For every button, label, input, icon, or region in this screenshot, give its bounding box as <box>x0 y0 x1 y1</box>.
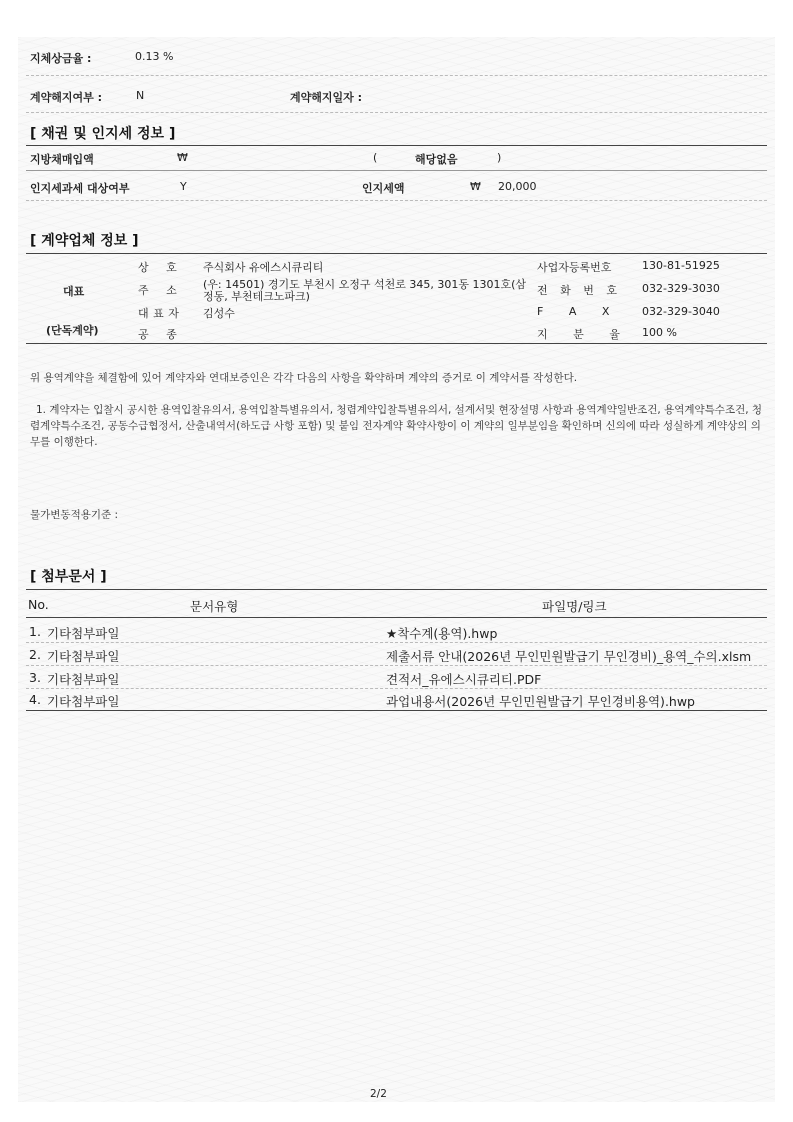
attachments-section-title: [ 첨부문서 ] <box>30 569 107 585</box>
stamp-tax-currency: ₩ <box>470 180 481 193</box>
termination-flag-label: 계약해지여부 : <box>30 91 102 104</box>
phone-label: 전 화 번 호 <box>537 284 617 297</box>
section-rule <box>26 710 767 711</box>
phone-value: 032-329-3030 <box>642 282 720 295</box>
divider <box>26 200 767 201</box>
section-rule <box>26 145 767 146</box>
company-name-label: 상 호 <box>138 261 177 274</box>
attachment-type: 기타첨부파일 <box>47 672 120 687</box>
ceo-label: 대 표 자 <box>138 307 179 320</box>
stamp-tax-amount-value: 20,000 <box>498 180 537 193</box>
section-rule <box>26 617 767 618</box>
company-name-value: 주식회사 유에스시큐리티 <box>203 261 324 274</box>
address-label: 주 소 <box>138 284 177 297</box>
local-bond-currency: ₩ <box>177 151 188 164</box>
fax-label: F A X <box>537 305 610 318</box>
termination-flag-value: N <box>136 89 145 102</box>
share-value: 100 % <box>642 326 677 339</box>
local-bond-label: 지방채매입액 <box>30 153 94 166</box>
section-rule <box>26 343 767 344</box>
stamp-tax-amount-label: 인지세액 <box>362 182 405 195</box>
termination-date-label: 계약해지일자 : <box>290 91 362 104</box>
late-penalty-rate-label: 지체상금율 : <box>30 52 92 65</box>
paren-open: ( <box>373 151 378 164</box>
attachment-file-link[interactable]: 견적서_유에스시큐리티.PDF <box>386 672 542 687</box>
attachment-file-link[interactable]: 과업내용서(2026년 무인민원발급기 무인경비용역).hwp <box>386 694 695 709</box>
attachment-type: 기타첨부파일 <box>47 649 120 664</box>
representative-label: 대표 <box>63 285 85 298</box>
fax-value: 032-329-3040 <box>642 305 720 318</box>
business-reg-value: 130-81-51925 <box>642 259 720 272</box>
stamp-tax-target-label: 인지세과세 대상여부 <box>30 182 130 195</box>
divider <box>26 112 767 113</box>
attachment-no: 4. <box>29 692 41 707</box>
address-line-2: 정동, 부천테크노파크) <box>203 290 310 303</box>
section-rule <box>26 253 767 254</box>
divider <box>26 665 767 666</box>
divider <box>26 688 767 689</box>
attachment-no: 1. <box>29 624 41 639</box>
paren-close: ) <box>497 151 502 164</box>
not-applicable-text: 해당없음 <box>415 153 458 166</box>
section-rule <box>26 589 767 590</box>
price-adjust-label: 물가변동적용기준 : <box>30 509 119 521</box>
stamp-tax-target-value: Y <box>180 180 187 193</box>
attachment-no: 2. <box>29 647 41 662</box>
divider <box>26 75 767 76</box>
col-header-no: No. <box>28 597 49 612</box>
col-header-doc-type: 문서유형 <box>190 599 239 614</box>
attachment-no: 3. <box>29 670 41 685</box>
divider <box>26 170 767 171</box>
attachment-type: 기타첨부파일 <box>47 626 120 641</box>
intro-paragraph: 위 용역계약을 체결함에 있어 계약자와 연대보증인은 각각 다음의 사항을 확약하며 계약의 증거로 이 계약서를 작성한다. <box>30 372 578 384</box>
share-label: 지 분 율 <box>537 328 620 341</box>
col-header-file: 파일명/링크 <box>542 599 607 614</box>
attachment-type: 기타첨부파일 <box>47 694 120 709</box>
address-line-1: (우: 14501) 경기도 부천시 오정구 석천로 345, 301동 1301호(삼 <box>203 278 527 291</box>
company-section-title: [ 계약업체 정보 ] <box>30 233 139 249</box>
business-reg-label: 사업자등록번호 <box>537 261 612 274</box>
attachment-file-link[interactable]: 제출서류 안내(2026년 무인민원발급기 무인경비)_용역_수의.xlsm <box>386 649 752 664</box>
divider <box>26 642 767 643</box>
single-contract-label: (단독계약) <box>46 324 99 337</box>
clause-1-paragraph: 1. 계약자는 입찰시 공시한 용역입찰유의서, 용역입찰특별유의서, 청렴계약입찰특별유의서, 설계서및 현장설명 사항과 용역계약일반조건, 용역계약특수조건, 청렴계약특수조건, 공동수급협정서, 산출내역서(하도급 사항 포함) 및 붙임 전자계약 확약사항이 이 계약의 일부분임을 확인하며 신의에 따라 성실하게 계약상의 의무를 이행한다. <box>30 404 763 448</box>
page-number: 2/2 <box>370 1088 387 1100</box>
late-penalty-rate-value: 0.13 % <box>135 50 174 63</box>
bond-section-title: [ 채권 및 인지세 정보 ] <box>30 126 176 142</box>
attachment-file-link[interactable]: ★착수계(용역).hwp <box>386 626 498 641</box>
page-background <box>18 37 775 1102</box>
joint-type-label: 공 종 <box>138 328 177 341</box>
ceo-value: 김성수 <box>203 307 235 320</box>
